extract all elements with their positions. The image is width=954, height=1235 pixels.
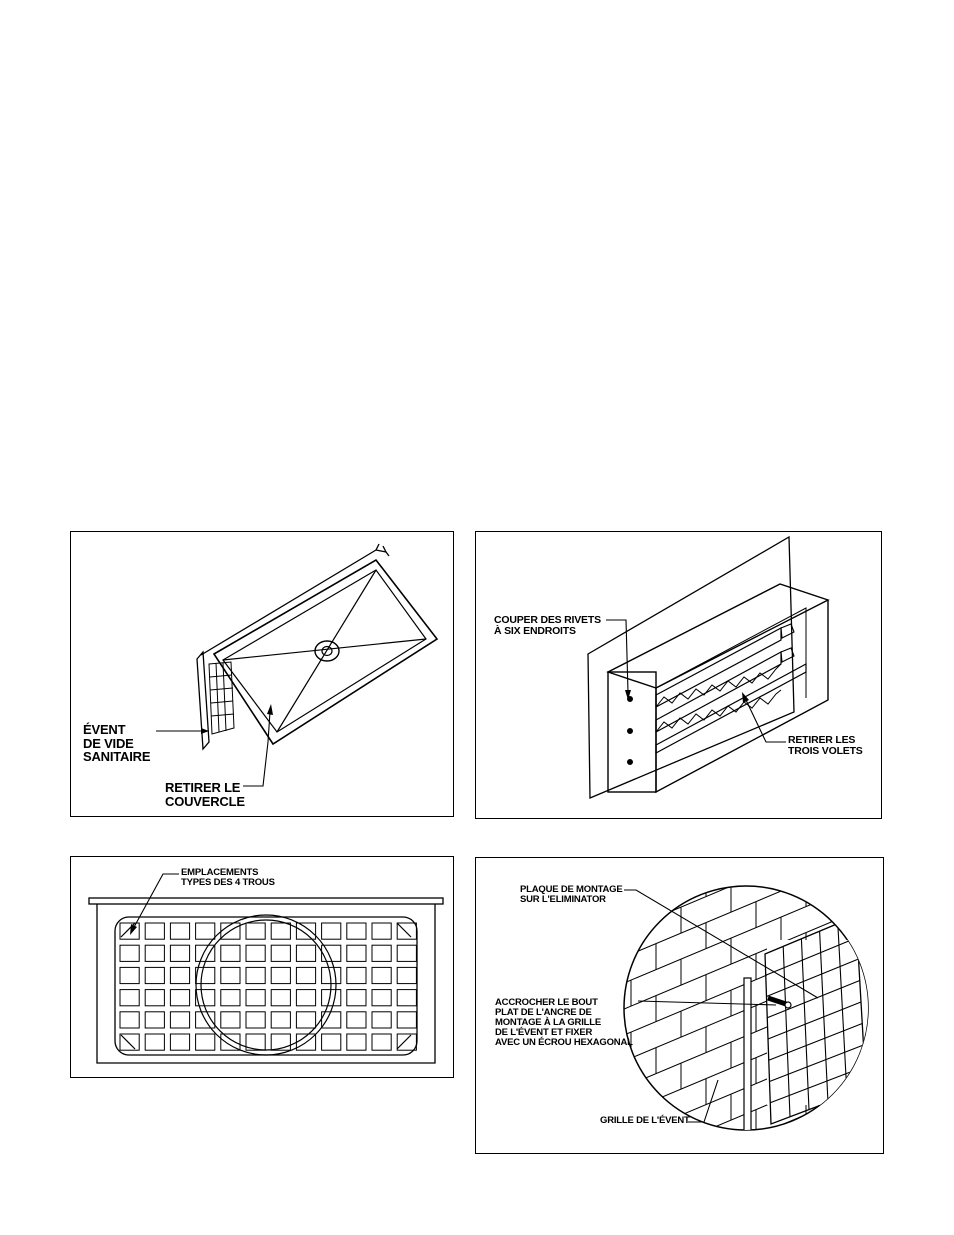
figure-hole-locations (70, 856, 454, 1078)
grille-cell (347, 923, 366, 939)
vent-label: ÉVENT DE VIDE SANITAIRE (83, 722, 151, 765)
grille-cell (246, 1012, 265, 1028)
grille-cell (196, 923, 215, 939)
grille-cell (372, 945, 391, 961)
grille-cell (221, 990, 240, 1006)
grille-cell (120, 1012, 139, 1028)
grille-cell (145, 967, 164, 983)
grille-cell (170, 923, 189, 939)
grille-cell (120, 990, 139, 1006)
figure-mounting-detail (475, 857, 884, 1154)
grille-cell (170, 967, 189, 983)
grille-cell (296, 1012, 315, 1028)
grille-cell (271, 923, 290, 939)
grille-cell (322, 923, 341, 939)
grille-cell (120, 967, 139, 983)
figure-remove-cover (70, 531, 454, 817)
cut-rivets-label: COUPER DES RIVETS À SIX ENDROITS (494, 614, 601, 638)
figure-remove-louvers (475, 531, 882, 819)
grille-cell (196, 945, 215, 961)
grille-cell (347, 945, 366, 961)
grille-cell (196, 1012, 215, 1028)
grille-cell (397, 1012, 416, 1028)
grille-cell (372, 967, 391, 983)
grille-cell (221, 945, 240, 961)
grille-cell (246, 967, 265, 983)
grille-cell (296, 923, 315, 939)
grille-cell (372, 923, 391, 939)
grille-cell (196, 990, 215, 1006)
mounting-plate-label: PLAQUE DE MONTAGE SUR L'ELIMINATOR (520, 884, 623, 905)
grille-cell (145, 990, 164, 1006)
grille-cell (221, 967, 240, 983)
vent-cover-drawing (71, 532, 454, 817)
grille-cell (221, 1012, 240, 1028)
grille-cell (322, 945, 341, 961)
grille-cell (145, 945, 164, 961)
grille-cell (145, 1034, 164, 1050)
grille-cell (221, 923, 240, 939)
grille-cell (170, 1034, 189, 1050)
grille-cell (347, 990, 366, 1006)
grille-cell (296, 1034, 315, 1050)
grille-cell (170, 945, 189, 961)
remove-cover-label: RETIRER LE COUVERCLE (165, 780, 245, 809)
grille-cell (271, 990, 290, 1006)
vent-body-drawing (476, 532, 882, 819)
anchor-instruction-label: ACCROCHER LE BOUT PLAT DE L'ANCRE DE MONTAGE À LA GRILLE DE L'ÉVENT ET FIXER AVEC UN ÉCROU HEXAGONAL (495, 997, 633, 1048)
grille-cell (322, 967, 341, 983)
grille-cell (170, 990, 189, 1006)
grille-cell (296, 967, 315, 983)
grille-cell (296, 945, 315, 961)
grille-cell (145, 1012, 164, 1028)
grille-cell (372, 1012, 391, 1028)
grille-cell (271, 1012, 290, 1028)
grille-cell (271, 945, 290, 961)
grille-cell (145, 923, 164, 939)
grille-cell (196, 1034, 215, 1050)
grille-cell (271, 967, 290, 983)
remove-louvers-label: RETIRER LES TROIS VOLETS (788, 734, 863, 758)
hole-locations-label: EMPLACEMENTS TYPES DES 4 TROUS (181, 867, 275, 888)
grille-cell (322, 1034, 341, 1050)
grille-cell (246, 923, 265, 939)
grille-cell (246, 990, 265, 1006)
grille-cell (347, 967, 366, 983)
grille-cell (196, 967, 215, 983)
grille-cell (246, 1034, 265, 1050)
front-grille-drawing (71, 857, 454, 1078)
grille-cell (397, 990, 416, 1006)
grille-cell (296, 990, 315, 1006)
grille-cell (170, 1012, 189, 1028)
grille-cell (397, 945, 416, 961)
grille-cell (372, 1034, 391, 1050)
grille-cell (397, 967, 416, 983)
grille-cell (246, 945, 265, 961)
grille-cell (347, 1012, 366, 1028)
grille-cell (372, 990, 391, 1006)
grille-cell (397, 1034, 416, 1050)
grille-cell (271, 1034, 290, 1050)
grille-cell (221, 1034, 240, 1050)
grille-cell (347, 1034, 366, 1050)
grille-cell (322, 990, 341, 1006)
vent-grille-label: GRILLE DE L'ÉVENT (600, 1115, 690, 1126)
grille-cell (120, 923, 139, 939)
grille-cell (120, 945, 139, 961)
grille-cell (322, 1012, 341, 1028)
